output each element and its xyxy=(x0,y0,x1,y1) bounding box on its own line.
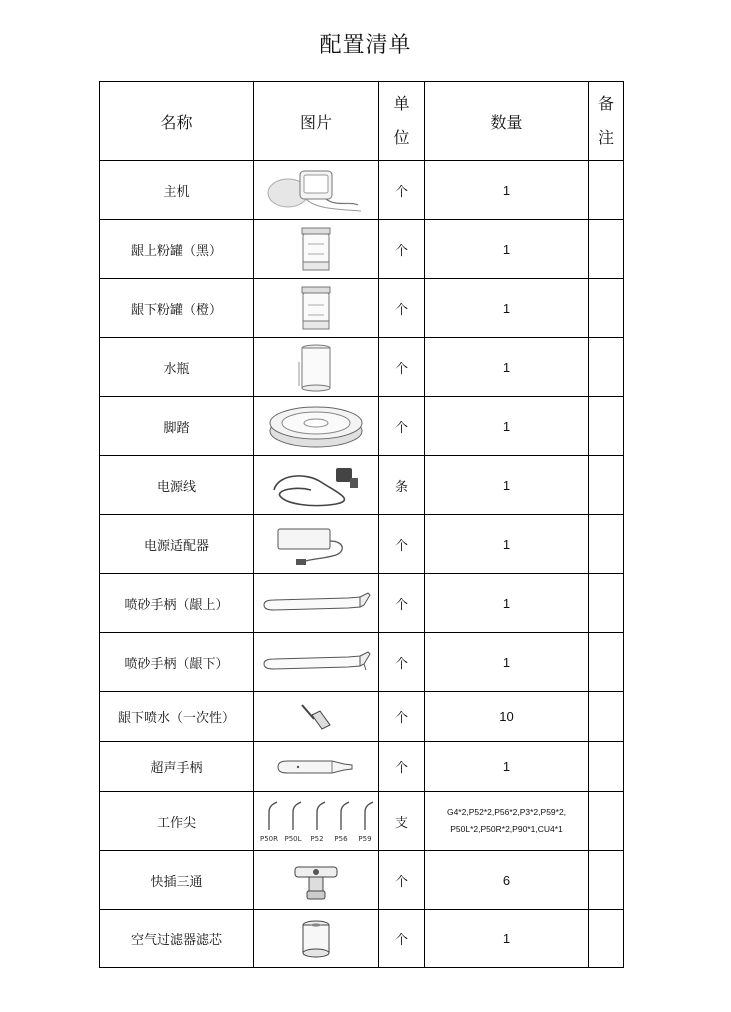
table-row xyxy=(100,692,624,742)
page-title: 配置清单 xyxy=(319,33,412,58)
table-row xyxy=(100,338,624,397)
header-name: 名称 xyxy=(100,82,254,161)
powder-jar-icon xyxy=(296,283,336,333)
item-qty: 1 xyxy=(425,397,589,456)
item-image xyxy=(254,338,379,397)
main-unit-icon xyxy=(266,165,366,215)
power-adapter-icon xyxy=(266,519,366,569)
item-image xyxy=(254,851,379,910)
item-image xyxy=(254,692,379,742)
item-image xyxy=(254,742,379,792)
item-name: 快插三通 xyxy=(100,851,254,910)
item-name: 空气过滤器滤芯 xyxy=(100,910,254,968)
item-unit: 个 xyxy=(379,633,425,692)
table-row xyxy=(100,161,624,220)
item-unit: 条 xyxy=(379,456,425,515)
table-row xyxy=(100,910,624,968)
item-qty: 1 xyxy=(425,338,589,397)
item-image xyxy=(254,633,379,692)
table-row xyxy=(100,220,624,279)
item-unit: 个 xyxy=(379,574,425,633)
tip-label: P56 xyxy=(334,835,348,843)
item-note xyxy=(589,515,624,574)
item-name: 龈下喷水（一次性） xyxy=(100,692,254,742)
header-note: 备 注 xyxy=(589,82,624,161)
item-qty: 1 xyxy=(425,161,589,220)
foot-pedal-icon xyxy=(266,401,366,451)
item-note xyxy=(589,692,624,742)
item-note xyxy=(589,633,624,692)
item-qty: 1 xyxy=(425,456,589,515)
water-bottle-icon xyxy=(296,342,336,392)
item-note xyxy=(589,456,624,515)
powder-jar-icon xyxy=(296,224,336,274)
table-row xyxy=(100,851,624,910)
item-image xyxy=(254,279,379,338)
quick-tee-connector-icon xyxy=(291,857,341,903)
item-qty: G4*2,P52*2,P56*2,P3*2,P59*2, P50L*2,P50R*2,P90*1,CU4*1 xyxy=(425,792,589,851)
item-unit: 支 xyxy=(379,792,425,851)
item-qty: 1 xyxy=(425,742,589,792)
item-image xyxy=(254,456,379,515)
item-unit: 个 xyxy=(379,279,425,338)
item-qty: 1 xyxy=(425,279,589,338)
item-note xyxy=(589,161,624,220)
table-row xyxy=(100,279,624,338)
air-filter-cartridge-icon xyxy=(296,917,336,961)
table-row xyxy=(100,633,624,692)
table-row xyxy=(100,456,624,515)
item-qty: 1 xyxy=(425,220,589,279)
item-unit: 个 xyxy=(379,910,425,968)
item-note xyxy=(589,338,624,397)
disposable-nozzle-icon xyxy=(296,699,336,735)
table-row xyxy=(100,397,624,456)
item-note xyxy=(589,397,624,456)
item-note xyxy=(589,220,624,279)
item-unit: 个 xyxy=(379,515,425,574)
item-qty: 1 xyxy=(425,515,589,574)
item-name: 喷砂手柄（龈上） xyxy=(100,574,254,633)
scaler-tips-icon xyxy=(257,796,375,846)
tip-label: P52 xyxy=(310,835,324,843)
item-qty: 6 xyxy=(425,851,589,910)
item-note xyxy=(589,910,624,968)
power-cord-icon xyxy=(266,460,366,510)
table-row xyxy=(100,742,624,792)
item-image xyxy=(254,220,379,279)
item-image xyxy=(254,397,379,456)
header-row xyxy=(100,82,624,161)
item-image xyxy=(254,792,379,851)
item-qty: 1 xyxy=(425,574,589,633)
configuration-table xyxy=(99,81,624,968)
item-name: 水瓶 xyxy=(100,338,254,397)
item-name: 电源线 xyxy=(100,456,254,515)
item-name: 超声手柄 xyxy=(100,742,254,792)
item-image xyxy=(254,161,379,220)
table-row xyxy=(100,515,624,574)
item-unit: 个 xyxy=(379,397,425,456)
item-unit: 个 xyxy=(379,338,425,397)
tip-label: P50R xyxy=(260,835,278,843)
item-name: 龈下粉罐（橙） xyxy=(100,279,254,338)
header-qty: 数量 xyxy=(425,82,589,161)
item-name: 脚踏 xyxy=(100,397,254,456)
item-image xyxy=(254,515,379,574)
item-unit: 个 xyxy=(379,692,425,742)
item-name: 龈上粉罐（黑） xyxy=(100,220,254,279)
item-note xyxy=(589,851,624,910)
item-unit: 个 xyxy=(379,220,425,279)
sandblast-handpiece-icon xyxy=(260,642,372,682)
item-unit: 个 xyxy=(379,161,425,220)
item-note xyxy=(589,279,624,338)
item-unit: 个 xyxy=(379,851,425,910)
item-name: 电源适配器 xyxy=(100,515,254,574)
table-row xyxy=(100,574,624,633)
item-name: 喷砂手柄（龈下） xyxy=(100,633,254,692)
item-name: 工作尖 xyxy=(100,792,254,851)
ultrasonic-handpiece-icon xyxy=(274,752,358,782)
item-name: 主机 xyxy=(100,161,254,220)
item-image xyxy=(254,574,379,633)
table-row xyxy=(100,792,624,851)
item-qty: 1 xyxy=(425,910,589,968)
item-note xyxy=(589,742,624,792)
item-note xyxy=(589,574,624,633)
item-image xyxy=(254,910,379,968)
item-qty: 1 xyxy=(425,633,589,692)
header-unit: 单 位 xyxy=(379,82,425,161)
tip-label: P59 xyxy=(358,835,372,843)
item-unit: 个 xyxy=(379,742,425,792)
item-qty: 10 xyxy=(425,692,589,742)
header-image: 图片 xyxy=(254,82,379,161)
item-note xyxy=(589,792,624,851)
tip-label: P50L xyxy=(284,835,302,843)
sandblast-handpiece-icon xyxy=(260,583,372,623)
